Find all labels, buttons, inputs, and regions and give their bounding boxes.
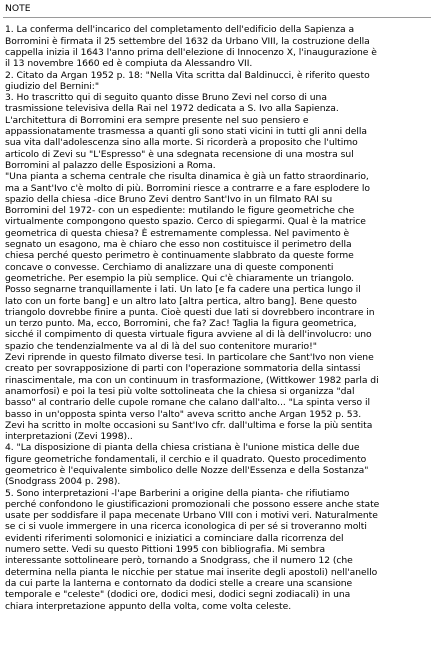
note-line: L'architettura di Borromini era sempre presente nel suo pensiero e bbox=[5, 114, 309, 126]
note-line: temporale e "celeste" (dodici ore, dodici mesi, dodici segni zodiacali) in una bbox=[5, 589, 351, 601]
note-line: articolo di Zevi su "L'Espresso" è una sdegnata recensione di una mostra sul bbox=[5, 148, 354, 160]
note-line: il 13 novembre 1660 ed è compiuta da Alessandro VII. bbox=[5, 58, 253, 70]
note-line: geometriche. Per esempio la più semplice. Qui c'è chiaramente un triangolo. bbox=[5, 272, 354, 284]
note-line: "Una pianta a schema centrale che risulta dinamica è già un fatto straordinario, bbox=[5, 171, 369, 183]
note-line: Borromini al palazzo delle Esposizioni a Roma. bbox=[5, 159, 216, 171]
note-line: basso" al contrario delle cupole romane che calano dall'alto... "La spinta verso il bbox=[5, 397, 370, 409]
note-line: (Snodgrass 2004 p. 298). bbox=[5, 476, 121, 488]
title-divider bbox=[3, 17, 431, 18]
note-line: segnato un esagono, ma è chiaro che esso non costituisce il perimetro della bbox=[5, 239, 352, 251]
note-line: trasmissione televisiva della Rai nel 1972 dedicata a S. Ivo alla Sapienza. bbox=[5, 103, 339, 115]
note-line: interessante sottolineare però, tornando a Snodgrass, che il numero 12 (che bbox=[5, 555, 353, 567]
note-line: concave o convesse. Cerchiamo di analizzare una di queste componenti bbox=[5, 261, 334, 273]
notes-body bbox=[5, 24, 434, 611]
note-line: 1. La conferma dell'incarico del completamento dell'edificio della Sapienza a bbox=[5, 24, 355, 36]
note-line: figure geometriche fondamentali, il cerchio e il quadrato. Questo procedimento bbox=[5, 453, 367, 465]
note-line: lato con un forte bang] e un altro lato [altra pertica, altro bang]. Bene questo bbox=[5, 295, 357, 307]
note-line: spazio della chiesa -dice Bruno Zevi dentro Sant'Ivo in un filmato RAI su bbox=[5, 193, 333, 205]
note-line: geometrica di questa chiesa? È estremamente complessa. Nel pavimento è bbox=[5, 227, 350, 239]
note-line: interpretazioni (Zevi 1998).. bbox=[5, 431, 133, 443]
note-line: se ci si vuole immergere in una ricerca iconologica di per sé si troveranno molti bbox=[5, 521, 367, 533]
note-line: Posso segnarne tranquillamente i lati. Un lato [e fa cadere una pertica lungo il bbox=[5, 284, 361, 296]
note-line: rinascimentale, ma con un continuum in trasformazione, (Wittkower 1982 parla di bbox=[5, 374, 379, 386]
note-line: evidenti riferimenti solomonici e iniziatici a cominciare dalla ricorrenza del bbox=[5, 532, 344, 544]
note-line: spazio che tendenzialmente va al di là del suo contenitore murario!" bbox=[5, 340, 317, 352]
note-line: giudizio del Bernini:" bbox=[5, 80, 100, 92]
note-line: determina nella pianta le nicchie per statue mai inserite degli apostoli) nell'anello bbox=[5, 566, 378, 578]
note-line: basso in un'opposta spinta verso l'alto" aveva scritto anche Argan 1952 p. 53. bbox=[5, 408, 362, 420]
note-line: cappella inizia il 1643 l'anno prima dell'elezione di Innocenzo X, l'inaugurazione è bbox=[5, 47, 377, 58]
note-line: numero sette. Vedi su questo Pittioni 1995 con bibliografia. Mi sembra bbox=[5, 544, 326, 556]
note-line: virtualmente compongono questo spazio. Cerco di spiegarmi. Qual è la matrice bbox=[5, 216, 366, 228]
note-line: 2. Citato da Argan 1952 p. 18: "Nella Vita scritta dal Baldinucci, è riferito questo bbox=[5, 69, 370, 81]
notes-title: NOTE bbox=[5, 3, 31, 14]
note-line: usate per soddisfare il papa mecenate Urbano VIII con i motivi veri. Naturalmente bbox=[5, 510, 378, 522]
note-line: appassionatamente trasmessa a quanti gli sono stati vicini in tutti gli anni della bbox=[5, 126, 367, 138]
note-line: chiesa perché questo perimetro è continuamente slabbrato da queste forme bbox=[5, 250, 354, 262]
note-line: 4. "La disposizione di pianta della chiesa cristiana è l'unione mistica delle due bbox=[5, 442, 360, 454]
note-line: 3. Ho trascritto qui di seguito quanto disse Bruno Zevi nel corso di una bbox=[5, 92, 327, 104]
note-line: geometrico è l'equivalente simbolico delle Nozze dell'Essenza e della Sostanza" bbox=[5, 464, 369, 476]
note-line: anamorfosi) e poi la tesi più volte sottolineata che la chiesa si organizza "dal bbox=[5, 385, 355, 397]
note-line: un terzo punto. Ma, ecco, Borromini, che fa? Zac! Taglia la figura geometrica, bbox=[5, 318, 357, 330]
note-line: perché confondono le giustificazioni promozionali che possono essere anche state bbox=[5, 498, 380, 510]
note-line: sicché il compimento di questa virtuale figura avviene al di là dell'involucro: uno bbox=[5, 329, 372, 341]
note-line: sua vita dall'adolescenza sino alla morte. Si ricorderà a proposito che l'ultimo bbox=[5, 137, 358, 149]
note-line: ma a Sant'Ivo c'è molto di più. Borromini riesce a contrarre e a fare esplodere lo bbox=[5, 182, 370, 194]
note-line: 5. Sono interpretazioni -l'ape Barberini a origine della pianta- che rifiutiamo bbox=[5, 487, 350, 499]
note-line: da cui parte la lanterna e contornato da dodici stelle a creare una scansione bbox=[5, 577, 353, 589]
note-line: Borromini è firmata il 25 settembre del 1632 da Urbano VIII, la costruzione della bbox=[5, 35, 370, 47]
note-line: chiara interpretazione appunto della volta, come volta celeste. bbox=[5, 600, 292, 612]
note-line: triangolo dovrebbe finire a punta. Cioè questi due lati si dovrebbero incontrare in bbox=[5, 306, 375, 318]
note-line: Zevi riprende in questo filmato diverse tesi. In particolare che Sant'Ivo non viene bbox=[5, 352, 374, 364]
note-line: Borromini del 1972- con un espediente: mutilando le figure geometriche che bbox=[5, 205, 355, 217]
note-line: Zevi ha scritto in molte occasioni su Sant'Ivo cfr. dall'ultima e forse la più sentita bbox=[5, 419, 373, 431]
note-line: creato per sovrapposizione di parti con l'operazione sommatoria della sintassi bbox=[5, 363, 361, 375]
